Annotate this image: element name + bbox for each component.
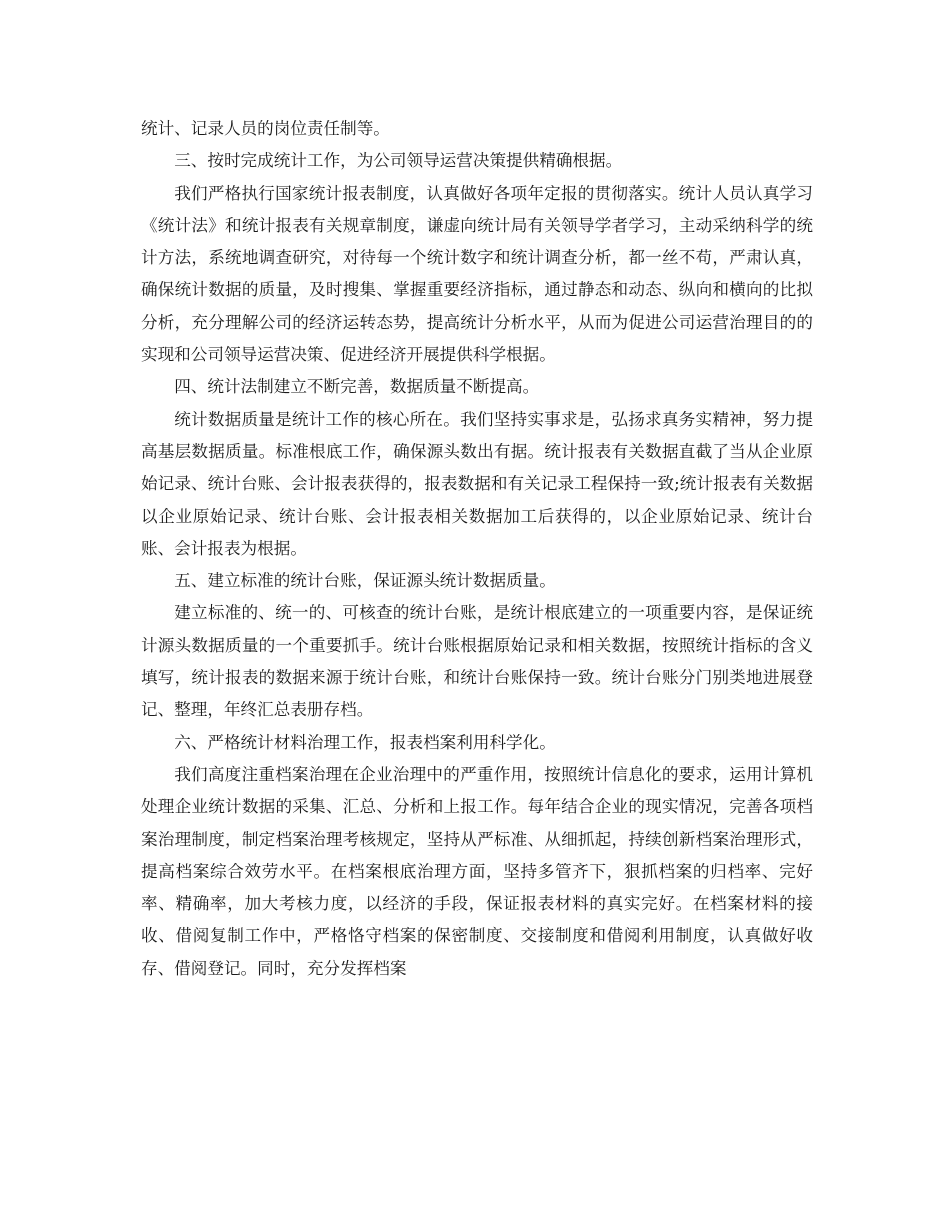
paragraph-5: 统计数据质量是统计工作的核心所在。我们坚持实事求是，弘扬求真务实精神，努力提高基层数据质量。标准根底工作，确保源头数出有据。统计报表有关数据直截了当从企业原始记录、统计台账、会计报表获得的，报表数据和有关记录工程保持一致;统计报表有关数据以企业原始记录、统计台账、会计报表相关数据加工后获得的，以企业原始记录、统计台账、会计报表为根据。 [141,409,813,558]
paragraph-1: 统计、记录人员的岗位责任制等。 [141,119,390,138]
section-heading-5: 五、建立标准的统计台账，保证源头统计数据质量。 [174,571,556,591]
section-heading-6: 六、严格统计材料治理工作，报表档案利用科学化。 [174,732,556,752]
section-heading-3: 三、按时完成统计工作，为公司领导运营决策提供精确根据。 [174,151,623,171]
paragraph-9: 我们高度注重档案治理在企业治理中的严重作用，按照统计信息化的要求，运用计算机处理企业统计数据的采集、汇总、分析和上报工作。每年结合企业的现实情况，完善各项档案治理制度，制定档案治理考核规定，坚持从严标准、从细抓起，持续创新档案治理形式，提高档案综合效劳水平。在档案根底治理方面，坚持多管齐下，狠抓档案的归档率、完好率、精确率，加大考核力度，以经济的手段，保证报表材料的真实完好。在档案材料的接收、借阅复制工作中，严格恪守档案的保密制度、交接制度和借阅利用制度，认真做好收存、借阅登记。同时，充分发挥档案 [141,764,813,978]
section-heading-4: 四、统计法制建立不断完善，数据质量不断提高。 [174,377,540,397]
document-body [141,113,813,985]
paragraph-7: 建立标准的、统一的、可核查的统计台账，是统计根底建立的一项重要内容，是保证统计源头数据质量的一个重要抓手。统计台账根据原始记录和相关数据，按照统计指标的含义填写，统计报表的数据来源于统计台账，和统计台账保持一致。统计台账分门别类地进展登记、整理，年终汇总表册存档。 [141,603,813,720]
paragraph-3: 我们严格执行国家统计报表制度，认真做好各项年定报的贯彻落实。统计人员认真学习《统计法》和统计报表有关规章制度，谦虚向统计局有关领导学者学习，主动采纳科学的统计方法，系统地调查研究，对待每一个统计数字和统计调查分析，都一丝不苟，严肃认真，确保统计数据的质量，及时搜集、掌握重要经济指标，通过静态和动态、纵向和横向的比拟分析，充分理解公司的经济运转态势，提高统计分析水平，从而为促进公司运营治理目的的实现和公司领导运营决策、促进经济开展提供科学根据。 [141,183,813,365]
